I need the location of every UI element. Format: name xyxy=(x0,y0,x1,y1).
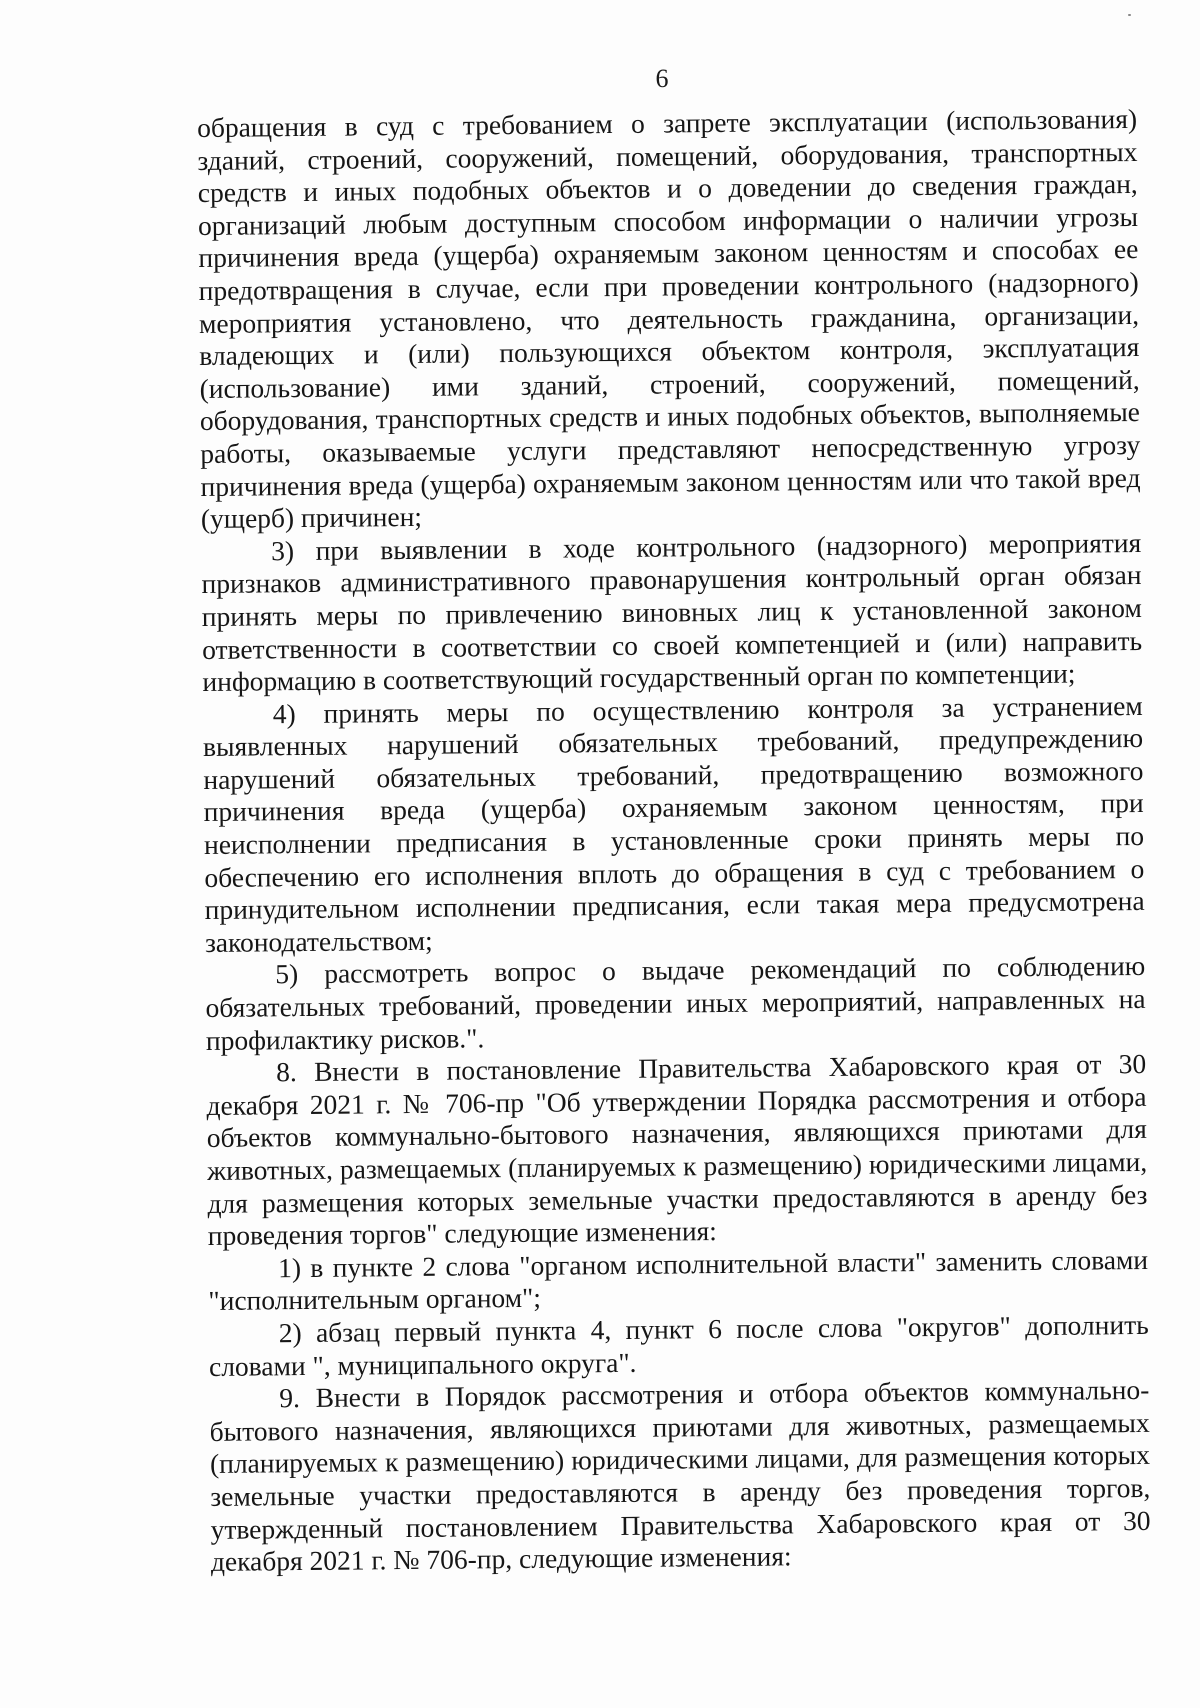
paragraph-point-8-item-1: 1) в пункте 2 слова "органом исполнительной власти" заменить словами "исполнительным органом"; xyxy=(208,1243,1149,1317)
paragraph-point-9: 9. Внести в Порядок рассмотрения и отбора объектов коммунально-бытового назначения, являющихся приютами для животных, размещаемых (планируемых к размещению) юридическими лицами, для размещения которых земельные участки предоставляются в аренду без проведения торгов, утвержденный постановлением Правительства Хабаровского края от 30 декабря 2021 г. № 706-пр, следующие изменения: xyxy=(209,1374,1151,1578)
paragraph-point-8-item-2: 2) абзац первый пункта 4, пункт 6 после слова "округов" дополнить словами ", муниципального округа". xyxy=(208,1308,1149,1382)
paragraph-point-8: 8. Внести в постановление Правительства Хабаровского края от 30 декабря 2021 г. № 706-пр "Об утверждении Порядка рассмотрения и отбора объектов коммунально-бытового назначения, являющихся приютами для животных, размещаемых (планируемых к размещению) юридическими лицами, для размещения которых земельные участки предоставляются в аренду без проведения торгов" следующие изменения: xyxy=(206,1048,1148,1252)
paragraph-item-3: 3) при выявлении в ходе контрольного (надзорного) мероприятия признаков административного правонарушения контрольный орган обязан принять меры по привлечению виновных лиц к установленной законом ответственности в соответствии со своей компетенцией и (или) направить информацию в соответствующий государственный орган по компетенции; xyxy=(201,526,1143,698)
document-body xyxy=(197,103,1151,1579)
paragraph-item-4: 4) принять меры по осуществлению контроля за устранением выявленных нарушений обязательных требований, предупреждению нарушений обязательных требований, предотвращению возможного причинения вреда (ущерба) охраняемым законом ценностям, при неисполнении предписания в установленные сроки принять меры по обеспечению его исполнения вплоть до обращения в суд с требованием о принудительном исполнении предписания, если такая мера предусмотрена законодательством; xyxy=(202,689,1145,958)
paragraph-item-5: 5) рассмотреть вопрос о выдаче рекомендаций по соблюдению обязательных требований, проведении иных мероприятий, направленных на профилактику рисков.". xyxy=(205,950,1146,1056)
paragraph-continuation: обращения в суд с требованием о запрете эксплуатации (использования) зданий, строений, сооружений, помещений, оборудования, транспортных средств и иных подобных объектов и о доведении до сведения граждан, организаций любым доступным способом информации о наличии угрозы причинения вреда (ущерба) охраняемым законом ценностям и способах ее предотвращения в случае, если при проведении контрольного (надзорного) мероприятия установлено, что деятельность гражданина, организации, владеющих и (или) пользующихся объектом контроля, эксплуатация (использование) ими зданий, строений, сооружений, помещений, оборудования, транспортных средств и иных подобных объектов, выполняемые работы, оказываемые услуги представляют непосредственную угрозу причинения вреда (ущерба) охраняемым законом ценностям или что такой вред (ущерб) причинен; xyxy=(197,102,1141,535)
scan-speck xyxy=(1128,14,1131,16)
page-number: 6 xyxy=(655,64,669,93)
